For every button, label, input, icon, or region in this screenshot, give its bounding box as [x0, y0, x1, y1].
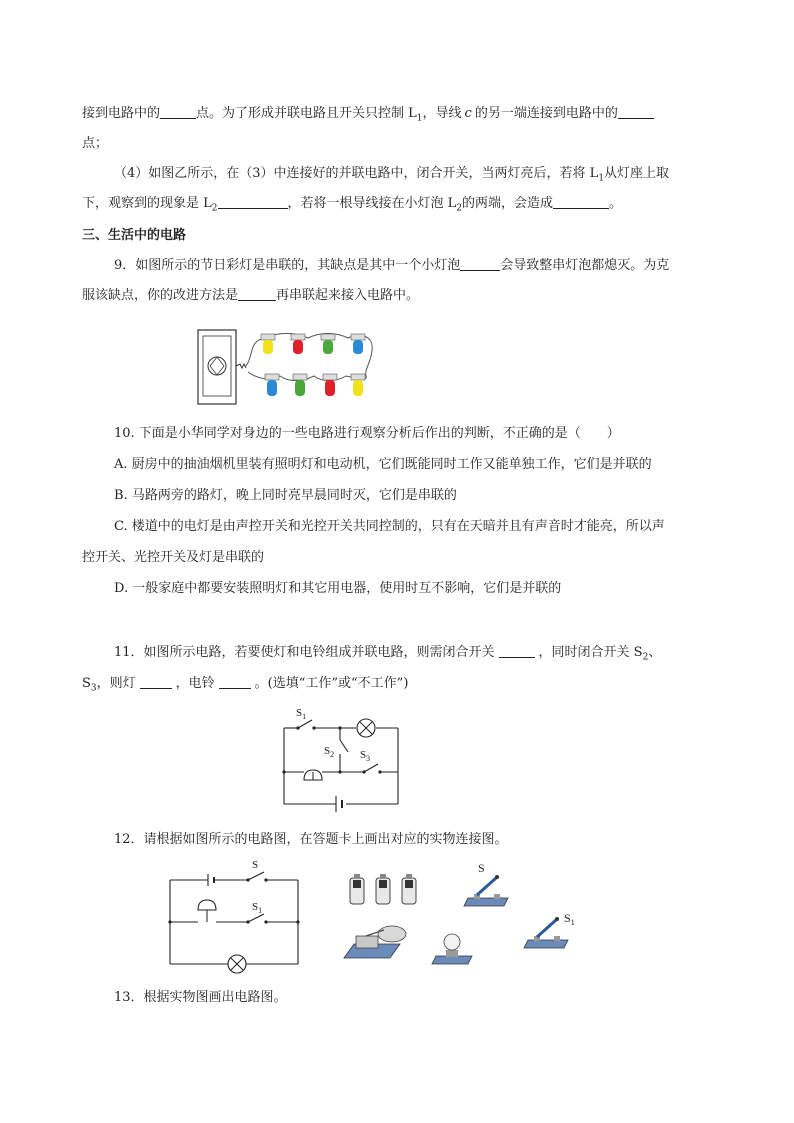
bulb-green-top	[321, 334, 335, 354]
answer-blank	[553, 194, 609, 209]
label-s: S	[478, 861, 485, 875]
knife-switch-s-icon	[464, 875, 508, 906]
bulb-blue-top	[351, 334, 365, 354]
q11-circuit-diagram	[276, 702, 404, 812]
answer-blank	[238, 286, 276, 301]
switch-s-blade	[248, 872, 264, 880]
label-s: S	[252, 859, 259, 871]
q12-circuit-diagram	[164, 858, 304, 976]
answer-blank	[460, 256, 500, 271]
bell-icon	[198, 900, 216, 922]
q10-option-d: D. 一般家庭中都要安装照明灯和其它用电器，使用时互不影响，它们是并联的	[114, 581, 562, 596]
answer-blank	[219, 674, 251, 689]
bulb-red-bottom	[323, 374, 337, 396]
lamp-icon	[228, 955, 246, 973]
label-s3: $S_3$	[360, 749, 371, 763]
battery-icon	[402, 874, 416, 904]
q10-option-a: A. 厨房中的抽油烟机里装有照明灯和电动机，它们既能同时工作又能单独工作，它们是并联的	[114, 457, 652, 472]
label-s1: $S_1$	[296, 707, 307, 721]
electric-bell-icon	[344, 926, 406, 958]
section-heading: 三、生活中的电路	[82, 228, 187, 243]
battery-icon	[376, 874, 390, 904]
answer-blank	[499, 643, 535, 658]
answer-blank	[618, 104, 654, 119]
q10-option-b: B. 马路两旁的路灯，晚上同时亮早晨同时灭，它们是串联的	[114, 488, 457, 503]
bell-icon	[304, 770, 322, 780]
light-bulb-icon	[432, 934, 472, 964]
lamp-icon	[357, 719, 375, 737]
answer-blank	[140, 674, 172, 689]
q11-line2: $S_3$，则灯 ，电铃 。(选填“工作”或“不工作”)	[82, 676, 409, 694]
bulb-green-bottom	[293, 374, 307, 396]
switch-s1-blade	[298, 720, 312, 728]
q8-line4: 下，观察到的现象是 $L_2$ ，若将一根导线接在小灯泡 $L_2$的两端，会造成 。	[82, 196, 623, 214]
q9-line1: 9．如图所示的节日彩灯是串联的，其缺点是其中一个小灯泡 会导致整串灯泡都熄灭。为克	[114, 258, 670, 273]
answer-blank	[218, 194, 288, 209]
q8-line1: 接到电路中的 点。为了形成并联电路且开关只控制 $L_1$，导线 c 的另一端连接到电路中的	[82, 104, 654, 129]
label-s2: $S_2$	[324, 745, 335, 759]
label-s1: $S_1$	[252, 901, 263, 915]
q12-stem: 12．请根据如图所示的电路图，在答题卡上画出对应的实物连接图。	[114, 832, 508, 847]
q13-stem: 13．根据实物图画出电路图。	[114, 990, 287, 1005]
q9-line2: 服该缺点，你的改进方法是 再串联起来接入电路中。	[82, 288, 420, 303]
battery-icon	[350, 874, 364, 904]
q11-line1: 11．如图所示电路，若要使灯和电铃组成并联电路，则需闭合开关 ，同时闭合开关 $S_2$、	[114, 645, 662, 663]
q10-option-c-line1: C. 楼道中的电灯是由声控开关和光控开关共同控制的，只有在天暗并且有声音时才能亮，所以声	[114, 519, 665, 534]
bulb-red-top	[291, 334, 305, 354]
q12-component-pictures	[336, 858, 588, 972]
q10-option-c-line2: 控开关、光控开关及灯是串联的	[82, 550, 265, 565]
knife-switch-s1-icon	[524, 917, 568, 948]
answer-blank	[160, 104, 196, 119]
bulb-yellow-top	[261, 334, 275, 354]
switch-s2-blade	[340, 740, 348, 752]
bulb-blue-bottom	[265, 374, 279, 396]
q10-stem: 10. 下面是小华同学对身边的一些电路进行观察分析后作出的判断，不正确的是（ ）	[114, 426, 620, 441]
q8-line3: （4）如图乙所示，在（3）中连接好的并联电路中，闭合开关，当两灯亮后，若将 $L_1$从灯座上取	[114, 166, 670, 184]
festival-lights-figure	[196, 326, 380, 410]
label-s1: $S_1$	[564, 911, 575, 927]
switch-s1-blade	[248, 914, 264, 922]
bulb-yellow-bottom	[351, 374, 365, 396]
switch-s3-blade	[364, 764, 378, 772]
q8-line2: 点；	[82, 136, 109, 151]
